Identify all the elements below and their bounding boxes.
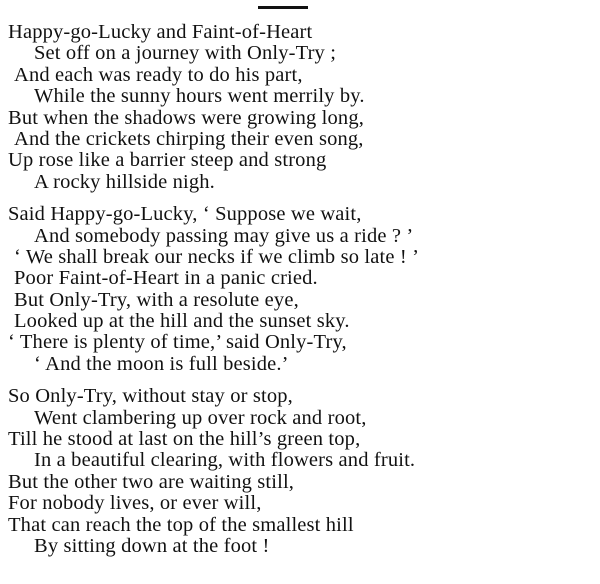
poem-line: Up rose like a barrier steep and strong bbox=[8, 149, 327, 172]
poem-line: In a beautiful clearing, with flowers and fruit. bbox=[34, 449, 416, 472]
poem-line: That can reach the top of the smallest hill bbox=[8, 513, 354, 536]
poem-line: Set off on a journey with Only-Try ; bbox=[34, 42, 337, 65]
poem-line: But the other two are waiting still, bbox=[8, 470, 295, 493]
poem-line: And the crickets chirping their even song, bbox=[14, 127, 364, 150]
poem-line: ‘ There is plenty of time,’ said Only-Try, bbox=[8, 331, 347, 354]
stanza-2 bbox=[0, 204, 600, 375]
poem-line: ‘ We shall break our necks if we climb so late ! ’ bbox=[14, 245, 420, 268]
stanza-3 bbox=[0, 386, 600, 557]
poem-line: Looked up at the hill and the sunset sky. bbox=[14, 310, 350, 333]
poem-line: But when the shadows were growing long, bbox=[8, 106, 365, 129]
poem-line: Poor Faint-of-Heart in a panic cried. bbox=[14, 267, 318, 290]
header-rule bbox=[258, 6, 308, 9]
poem-line: ‘ And the moon is full beside.’ bbox=[34, 352, 289, 375]
poem-line: And each was ready to do his part, bbox=[14, 63, 303, 86]
poem-line: But Only-Try, with a resolute eye, bbox=[14, 288, 299, 311]
poem-line: And somebody passing may give us a ride ? ’ bbox=[34, 224, 414, 247]
poem-line: Till he stood at last on the hill’s green top, bbox=[8, 428, 361, 451]
poem-line: While the sunny hours went merrily by. bbox=[34, 85, 365, 108]
poem-line: By sitting down at the foot ! bbox=[34, 534, 270, 557]
poem-line: Happy-go-Lucky and Faint-of-Heart bbox=[8, 21, 313, 43]
poem-line: For nobody lives, or ever will, bbox=[8, 492, 262, 515]
poem bbox=[0, 22, 600, 568]
poem-line: A rocky hillside nigh. bbox=[34, 170, 215, 193]
stanza-1 bbox=[0, 22, 600, 193]
poem-line: Said Happy-go-Lucky, ‘ Suppose we wait, bbox=[8, 203, 362, 226]
poem-line: Went clambering up over rock and root, bbox=[34, 406, 367, 429]
poem-line: So Only-Try, without stay or stop, bbox=[8, 385, 293, 408]
